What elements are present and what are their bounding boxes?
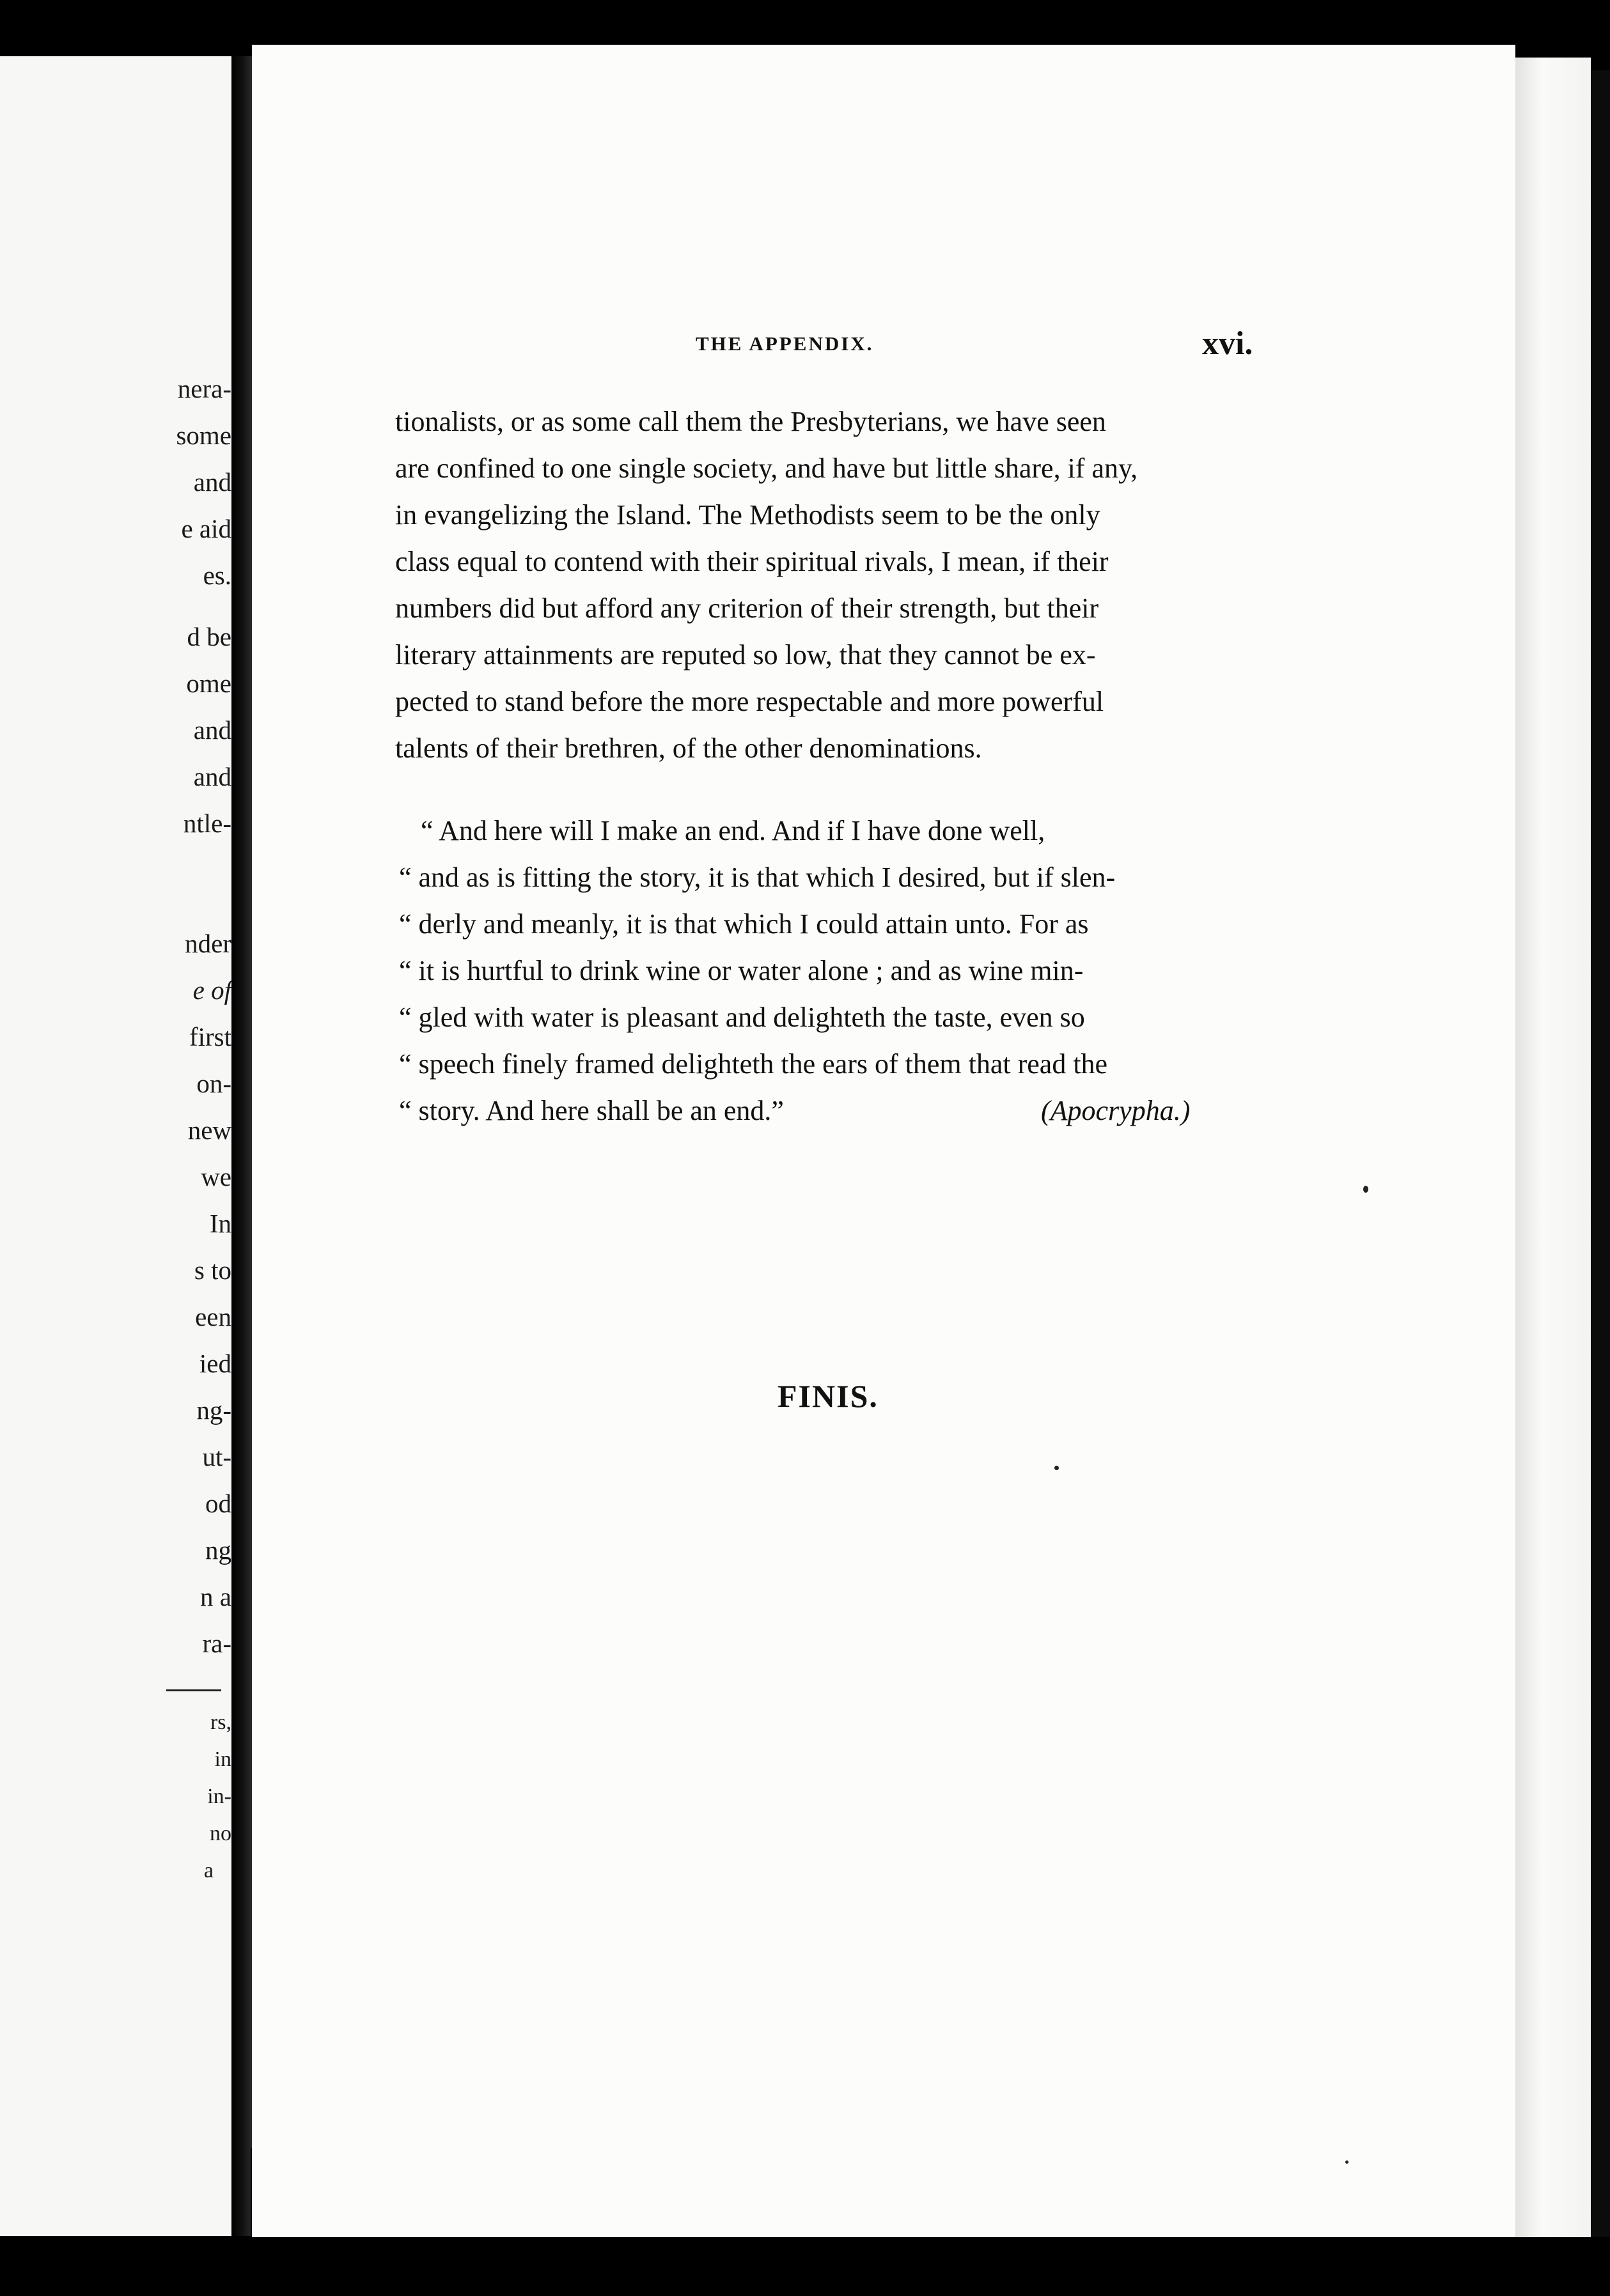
paragraph-line: talents of their brethren, of the other denominations. [395,733,982,764]
facing-page-line: first [189,1022,231,1051]
facing-page-line: s to [194,1255,231,1285]
facing-page-line: new [187,1115,231,1145]
paragraph-line: are confined to one single society, and have but little share, if any, [395,453,1138,484]
scan-border [1591,70,1610,2237]
quotation-line: “ and as is fitting the story, it is that which I desired, but if slen- [399,862,1116,893]
citation: (Apocrypha.) [1041,1095,1191,1126]
facing-page-line: nder [185,929,231,958]
facing-page-line: od [205,1489,231,1518]
facing-page-line: ut- [202,1442,231,1471]
facing-page-footnote-line: in- [207,1785,231,1808]
paragraph-line: numbers did but afford any criterion of their strength, but their [395,593,1099,624]
facing-page-line: ome [186,669,231,698]
facing-page-footnote-line: in [214,1748,231,1771]
facing-page-line: ra- [202,1629,231,1658]
facing-page-line: and [193,715,231,745]
quotation-line: “ derly and meanly, it is that which I could attain unto. For as [399,908,1089,940]
book-page [252,45,1515,2237]
ink-speck [1345,2160,1348,2164]
facing-page-line: and [193,762,231,791]
facing-page-line: ied [199,1349,231,1378]
page-edge [1515,58,1591,2237]
facing-page-fragment [0,56,231,2236]
quotation-line: “ it is hurtful to drink wine or water alone ; and as wine min- [399,955,1084,986]
facing-page-line: ntle- [183,809,231,838]
facing-page-line: and [193,467,231,497]
facing-page-line: een [195,1302,231,1331]
quotation-line: “ story. And here shall be an end.” [399,1095,784,1126]
quotation-line: “ And here will I make an end. And if I have done well, [421,815,1045,846]
paragraph-line: class equal to contend with their spiritual rivals, I mean, if their [395,546,1109,577]
facing-page-line: ng- [196,1395,231,1425]
facing-page-footnote-line: no [210,1822,231,1845]
facing-page-line: es. [203,561,231,590]
facing-page-line: n a [200,1582,231,1611]
facing-page-footnote-line: rs, [210,1710,231,1734]
ink-speck [1054,1466,1059,1470]
facing-page-line: d be [187,622,231,651]
paragraph-line: pected to stand before the more respectable and more powerful [395,686,1104,717]
quotation-line: “ speech finely framed delighteth the ears of them that read the [399,1048,1108,1080]
facing-page-line: e of [192,975,231,1005]
facing-page-line: nera- [177,374,231,403]
running-head: THE APPENDIX. [696,332,874,355]
paragraph-line: tionalists, or as some call them the Presbyterians, we have seen [395,406,1106,437]
finis-mark: FINIS. [778,1378,879,1414]
facing-page-line: some [176,421,231,450]
book-gutter [231,56,252,2236]
page-header [252,325,1515,371]
footnote-rule [166,1689,221,1691]
paragraph-line: in evangelizing the Island. The Methodists seem to be the only [395,499,1100,531]
page-number: xvi. [1202,325,1253,362]
ink-speck [1363,1186,1368,1193]
facing-page-line: e aid [181,514,231,543]
paragraph-line: literary attainments are reputed so low, that they cannot be ex- [395,639,1096,671]
facing-page-line: we [201,1162,231,1191]
facing-page-line: on- [196,1069,231,1098]
facing-page-line: ng [205,1535,231,1565]
facing-page-footnote-line: a [203,1859,214,1882]
quotation-line: “ gled with water is pleasant and delighteth the taste, even so [399,1002,1085,1033]
facing-page-line: In [209,1209,231,1238]
